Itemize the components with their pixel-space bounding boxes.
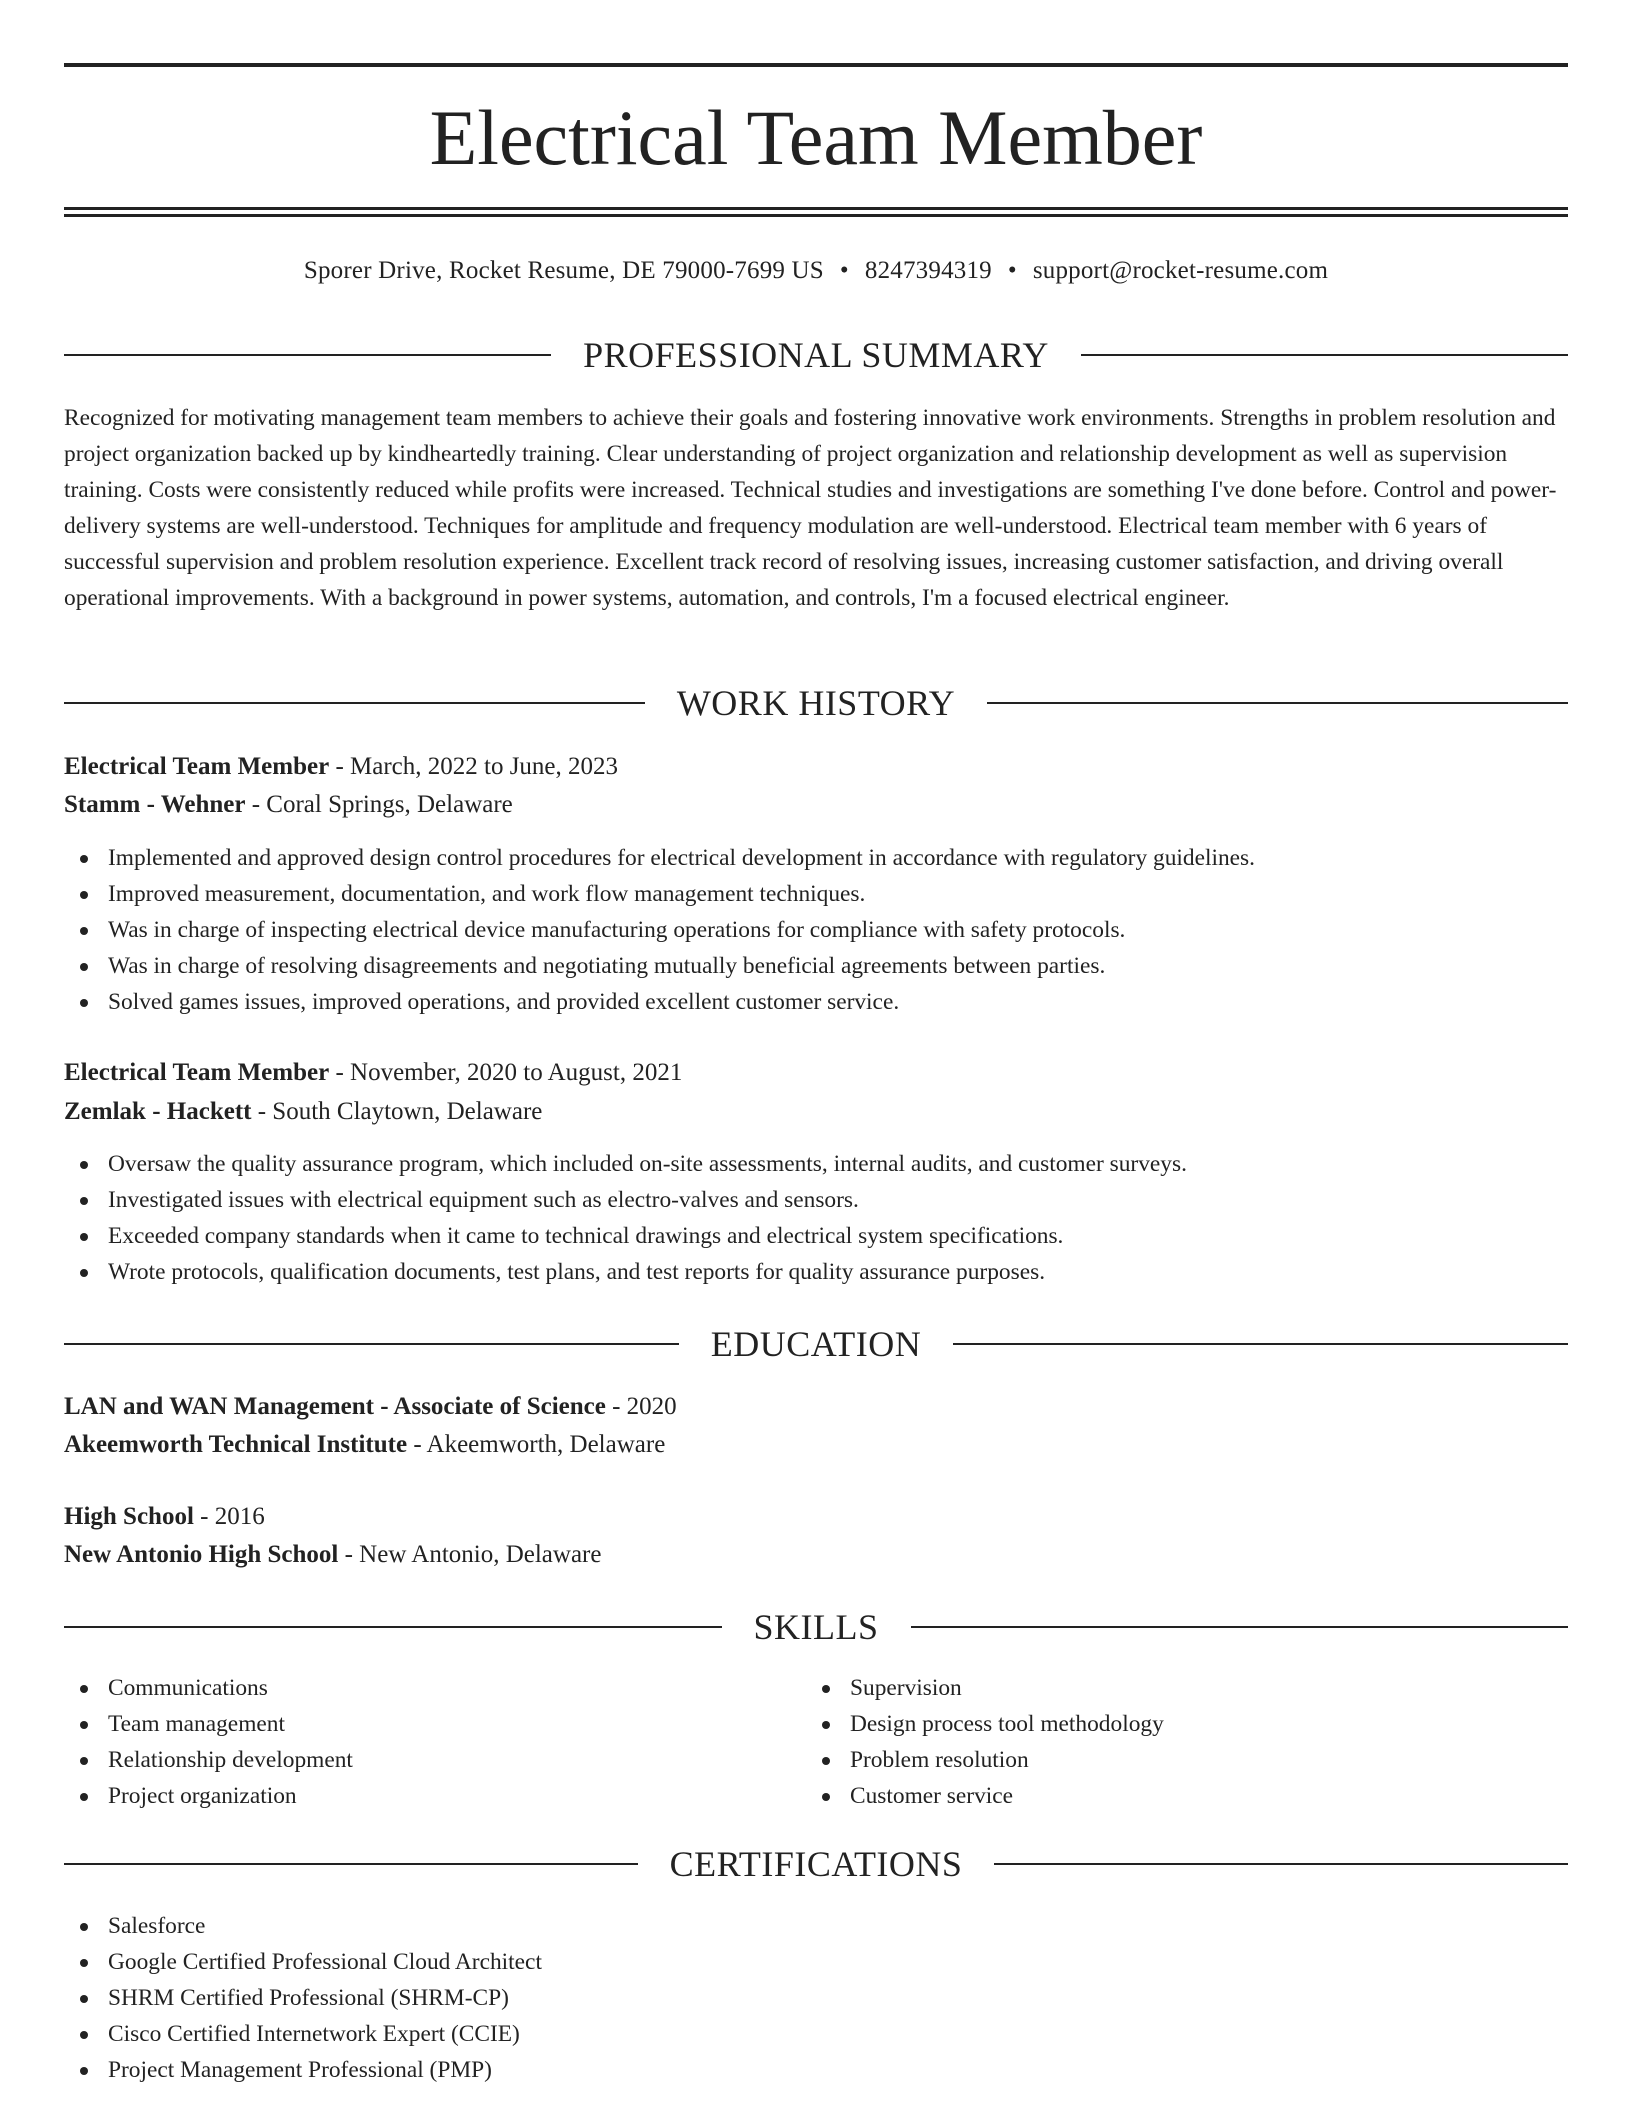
list-item: Wrote protocols, qualification documents, test plans, and test reports for quality assurance purposes. — [64, 1254, 1568, 1290]
education-school: Akeemworth Technical Institute — [64, 1431, 408, 1458]
certification-item: Google Certified Professional Cloud Architect — [64, 1944, 1568, 1980]
list-item: Oversaw the quality assurance program, which included on-site assessments, internal audits, and customer surveys. — [64, 1146, 1568, 1182]
section-heading-education — [64, 1322, 1568, 1366]
education-location: - New Antonio, Delaware — [338, 1541, 602, 1568]
heading-rule — [1081, 354, 1568, 356]
skill-item: Customer service — [806, 1778, 1506, 1814]
job-bullets — [64, 1146, 1568, 1290]
job-bullets — [64, 840, 1568, 1020]
skill-item: Design process tool methodology — [806, 1706, 1506, 1742]
skill-item: Communications — [64, 1670, 764, 1706]
education-degree-line — [64, 1388, 1568, 1426]
job-dates: - March, 2022 to June, 2023 — [329, 753, 619, 780]
list-item: Exceeded company standards when it came to technical drawings and electrical system specifications. — [64, 1218, 1568, 1254]
title-double-rule — [64, 207, 1568, 217]
job-location: - South Claytown, Delaware — [251, 1098, 543, 1125]
list-item: Improved measurement, documentation, and work flow management techniques. — [64, 876, 1568, 912]
education-year: - 2016 — [193, 1503, 265, 1530]
education-degree-line — [64, 1498, 1568, 1536]
section-title: PROFESSIONAL SUMMARY — [583, 335, 1049, 375]
contact-email: support@rocket-resume.com — [1032, 257, 1329, 284]
section-heading-certifications — [64, 1842, 1568, 1886]
heading-rule — [994, 1863, 1568, 1865]
skill-item: Relationship development — [64, 1742, 764, 1778]
job-title: Electrical Team Member — [64, 753, 330, 780]
heading-rule — [911, 1626, 1569, 1628]
skill-item: Team management — [64, 1706, 764, 1742]
section-heading-summary — [64, 333, 1568, 377]
heading-rule — [64, 354, 551, 356]
certification-item: Salesforce — [64, 1908, 1568, 1944]
contact-line — [64, 254, 1568, 288]
list-item: Implemented and approved design control procedures for electrical development in accordance with regulatory guidelines. — [64, 840, 1568, 876]
resume-title: Electrical Team Member — [429, 94, 1203, 181]
job-title-line — [64, 748, 1568, 786]
job-location: - Coral Springs, Delaware — [245, 791, 513, 818]
skill-item: Problem resolution — [806, 1742, 1506, 1778]
list-item: Was in charge of resolving disagreements and negotiating mutually beneficial agreements between parties. — [64, 948, 1568, 984]
heading-rule — [64, 1626, 722, 1628]
education-location: - Akeemworth, Delaware — [407, 1431, 666, 1458]
education-school-line — [64, 1536, 1568, 1574]
heading-rule — [953, 1343, 1568, 1345]
skill-item: Supervision — [806, 1670, 1506, 1706]
certifications-list — [64, 1908, 1568, 2088]
certification-item: Cisco Certified Internetwork Expert (CCIE) — [64, 2016, 1568, 2052]
job-dates: - November, 2020 to August, 2021 — [329, 1059, 683, 1086]
job-company-line — [64, 786, 1568, 824]
contact-address: Sporer Drive, Rocket Resume, DE 79000-7699 US — [303, 257, 824, 284]
education-degree: High School — [64, 1503, 194, 1530]
heading-rule — [64, 1343, 679, 1345]
top-rule — [64, 63, 1568, 67]
heading-rule — [64, 1863, 638, 1865]
section-heading-work-history — [64, 681, 1568, 725]
education-school-line — [64, 1426, 1568, 1464]
contact-separator: • — [1007, 257, 1017, 284]
job-company: Zemlak - Hackett — [64, 1098, 252, 1125]
education-school: New Antonio High School — [64, 1541, 339, 1568]
job-title: Electrical Team Member — [64, 1059, 330, 1086]
section-title: SKILLS — [753, 1607, 879, 1647]
summary-text: Recognized for motivating management team members to achieve their goals and fostering innovative work environments. Strengths in problem resolution and project organization backed up by kindheartedly training. Clear understanding of project organization and relationship development as well as supervision training. Costs were consistently reduced while profits were increased. Technical studies and investigations are something I've done before. Control and power-delivery systems are well-understood. Techniques for amplitude and frequency modulation are well-understood. Electrical team member with 6 years of successful supervision and problem resolution experience. Excellent track record of resolving issues, increasing customer satisfaction, and driving overall operational improvements. With a background in power systems, automation, and controls, I'm a focused electrical engineer. — [64, 405, 1557, 611]
education-year: - 2020 — [605, 1393, 677, 1420]
heading-rule — [64, 702, 645, 704]
education-degree: LAN and WAN Management - Associate of Science — [64, 1393, 606, 1420]
certification-item: SHRM Certified Professional (SHRM-CP) — [64, 1980, 1568, 2016]
skills-list-right — [806, 1670, 1506, 1814]
list-item: Was in charge of inspecting electrical device manufacturing operations for compliance with safety protocols. — [64, 912, 1568, 948]
skill-item: Project organization — [64, 1778, 764, 1814]
certification-item: Project Management Professional (PMP) — [64, 2052, 1568, 2088]
heading-rule — [987, 702, 1568, 704]
section-heading-skills — [64, 1605, 1568, 1649]
job-company-line — [64, 1093, 1568, 1131]
skills-list-left — [64, 1670, 764, 1814]
section-title: EDUCATION — [710, 1324, 922, 1364]
job-company: Stamm - Wehner — [64, 791, 246, 818]
contact-phone: 8247394319 — [864, 257, 992, 284]
job-title-line — [64, 1054, 1568, 1092]
list-item: Investigated issues with electrical equipment such as electro-valves and sensors. — [64, 1182, 1568, 1218]
list-item: Solved games issues, improved operations, and provided excellent customer service. — [64, 984, 1568, 1020]
contact-separator: • — [839, 257, 849, 284]
section-title: WORK HISTORY — [676, 683, 956, 723]
section-title: CERTIFICATIONS — [669, 1844, 963, 1884]
